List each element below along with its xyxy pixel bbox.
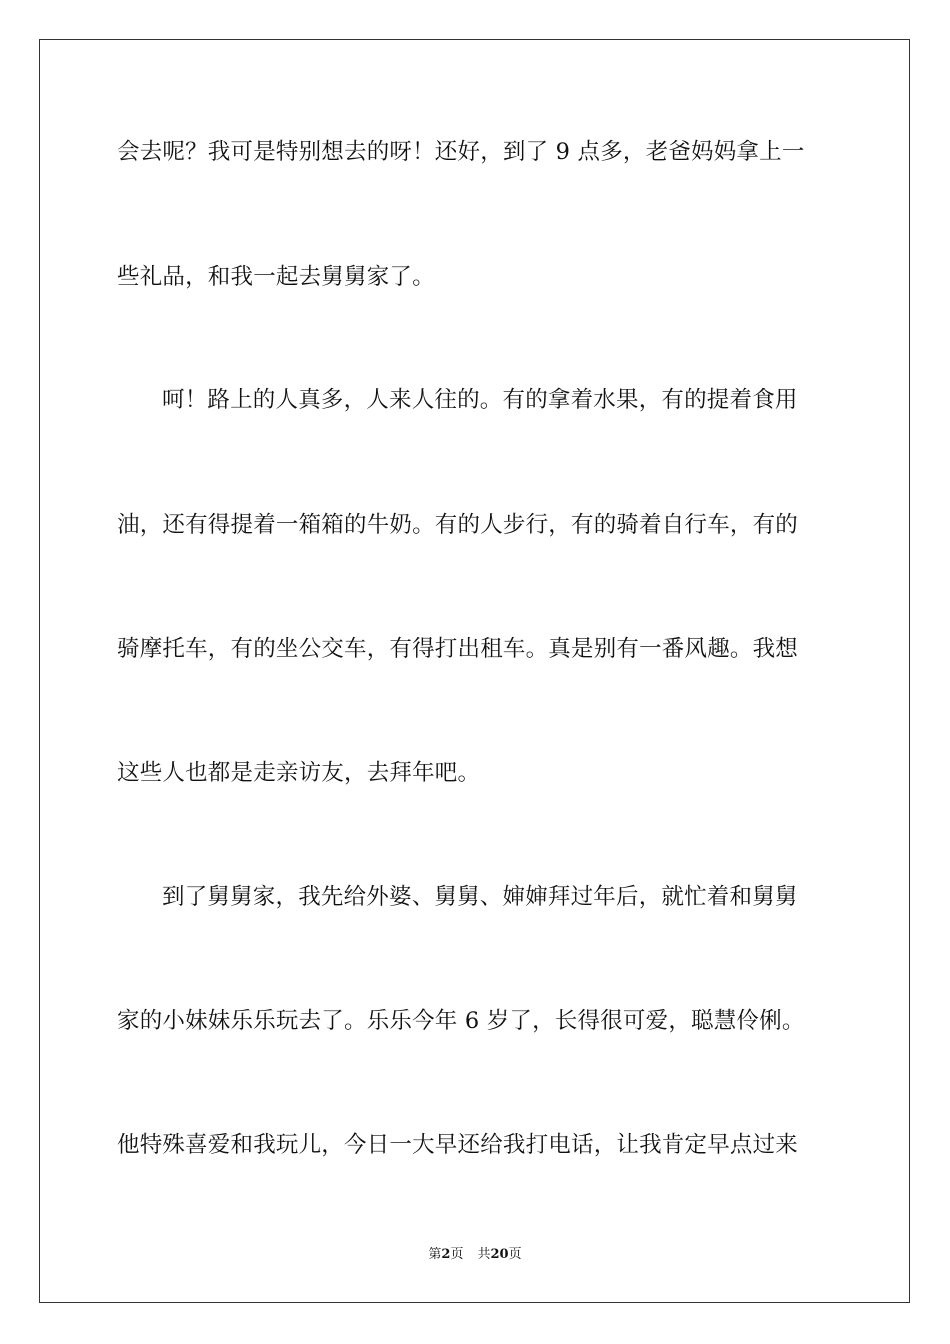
- footer-total-number: 20: [490, 1247, 509, 1262]
- page-border: [39, 39, 910, 1303]
- page-footer: [0, 1246, 950, 1264]
- text-line-2: 些礼品，和我一起去舅舅家了。: [117, 264, 435, 290]
- text-line-7: 到了舅舅家，我先给外婆、舅舅、婶婶拜过年后，就忙着和舅舅: [162, 884, 798, 910]
- text-line-5: 骑摩托车，有的坐公交车，有得打出租车。真是别有一番风趣。我想: [117, 636, 799, 662]
- footer-page-number: 2: [441, 1247, 451, 1262]
- text-line-9: 他特殊喜爱和我玩儿，今日一大早还给我打电话，让我肯定早点过来: [117, 1132, 799, 1158]
- footer-page-prefix: 第: [428, 1247, 442, 1262]
- footer-total-prefix: 共: [477, 1247, 491, 1262]
- footer-page-suffix: 页: [450, 1247, 464, 1262]
- text-line-4: 油，还有得提着一箱箱的牛奶。有的人步行，有的骑着自行车，有的: [117, 512, 799, 538]
- text-line-8: 家的小妹妹乐乐玩去了。乐乐今年 6 岁了，长得很可爱，聪慧伶俐。: [117, 1008, 805, 1034]
- text-line-1: 会去呢？我可是特别想去的呀！还好，到了 9 点多，老爸妈妈拿上一: [117, 139, 805, 165]
- text-line-6: 这些人也都是走亲访友，去拜年吧。: [117, 760, 481, 786]
- footer-total-suffix: 页: [508, 1247, 522, 1262]
- text-line-3: 呵！路上的人真多，人来人往的。有的拿着水果，有的提着食用: [162, 387, 798, 413]
